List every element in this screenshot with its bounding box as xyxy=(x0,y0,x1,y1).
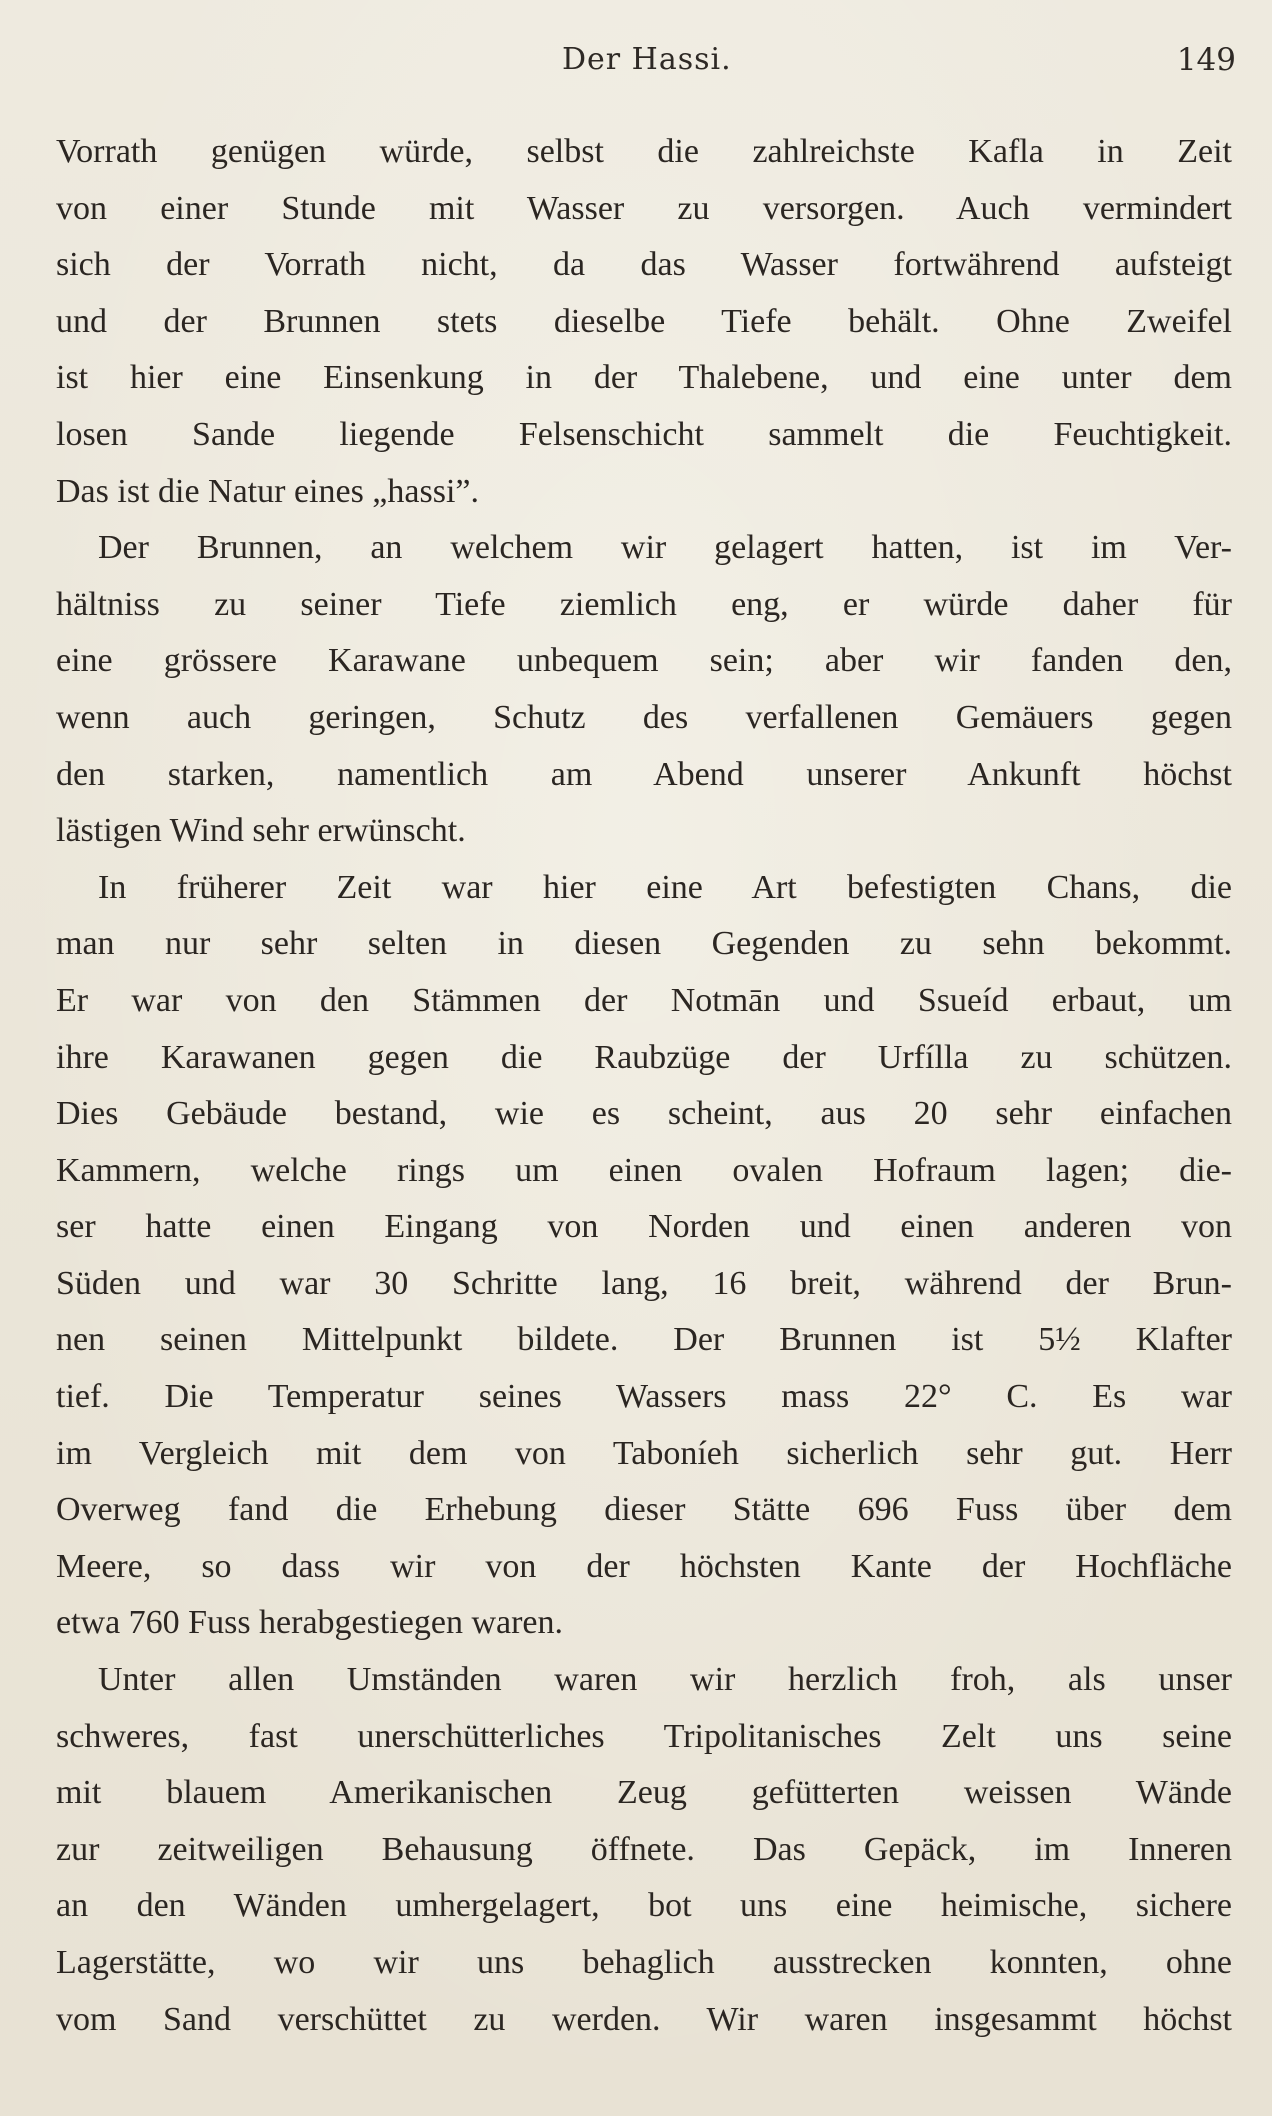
text-line: Overweg fand die Erhebung dieser Stätte 696 Fuss über dem xyxy=(56,1491,1232,1529)
text-line: Lagerstätte, wo wir uns behaglich ausstrecken konnten, ohne xyxy=(56,1944,1232,1981)
text-line: zur zeitweiligen Behausung öffnete. Das Gepäck, im Inneren xyxy=(56,1830,1232,1868)
text-line: ser hatte einen Eingang von Norden und einen anderen von xyxy=(56,1208,1232,1246)
text-line: ihre Karawanen gegen die Raubzüge der Urfílla zu schützen. xyxy=(56,1038,1232,1076)
text-line: nen seinen Mittelpunkt bildete. Der Brunnen ist 5½ Klafter xyxy=(56,1321,1232,1359)
text-line: im Vergleich mit dem von Taboníeh sicherlich sehr gut. Herr xyxy=(56,1434,1232,1472)
text-line: Unter allen Umständen waren wir herzlich froh, als unser xyxy=(98,1661,1232,1699)
text-line: man nur sehr selten in diesen Gegenden zu sehn bekommt. xyxy=(56,925,1232,963)
text-line: Das ist die Natur eines „hassi”. xyxy=(56,472,479,510)
text-line: ist hier eine Einsenkung in der Thalebene, und eine unter dem xyxy=(56,359,1232,397)
text-line: Kammern, welche rings um einen ovalen Hofraum lagen; die- xyxy=(56,1151,1232,1189)
body-text xyxy=(56,124,1232,2048)
text-line: tief. Die Temperatur seines Wassers mass 22° C. Es war xyxy=(56,1378,1232,1416)
text-line: Süden und war 30 Schritte lang, 16 breit, während der Brun- xyxy=(56,1264,1232,1302)
text-line: an den Wänden umhergelagert, bot uns eine heimische, sichere xyxy=(56,1887,1232,1925)
text-line: losen Sande liegende Felsenschicht sammelt die Feuchtigkeit. xyxy=(56,415,1232,453)
text-line: Er war von den Stämmen der Notmān und Ssueíd erbaut, um xyxy=(56,981,1232,1019)
text-line: und der Brunnen stets dieselbe Tiefe behält. Ohne Zweifel xyxy=(56,302,1232,340)
page-number: 149 xyxy=(1176,42,1236,78)
text-line: eine grössere Karawane unbequem sein; aber wir fanden den, xyxy=(56,642,1232,680)
text-line: Vorrath genügen würde, selbst die zahlreichste Kafla in Zeit xyxy=(56,133,1232,170)
running-head xyxy=(0,42,1272,92)
text-line: etwa 760 Fuss herabgestiegen waren. xyxy=(56,1604,564,1642)
text-line: den starken, namentlich am Abend unserer Ankunft höchst xyxy=(56,755,1232,793)
text-line: In früherer Zeit war hier eine Art befestigten Chans, die xyxy=(98,868,1232,906)
text-line: von einer Stunde mit Wasser zu versorgen. Auch vermindert xyxy=(56,189,1232,227)
text-line: hältniss zu seiner Tiefe ziemlich eng, er würde daher für xyxy=(56,585,1232,623)
text-line: mit blauem Amerikanischen Zeug gefütterten weissen Wände xyxy=(56,1774,1232,1812)
text-line: lästigen Wind sehr erwünscht. xyxy=(56,812,466,850)
text-line: Der Brunnen, an welchem wir gelagert hatten, ist im Ver- xyxy=(98,529,1232,567)
text-line: wenn auch geringen, Schutz des verfallenen Gemäuers gegen xyxy=(56,698,1232,736)
text-line: schweres, fast unerschütterliches Tripolitanisches Zelt uns seine xyxy=(56,1717,1232,1755)
text-line: sich der Vorrath nicht, da das Wasser fortwährend aufsteigt xyxy=(56,246,1232,284)
text-line: Dies Gebäude bestand, wie es scheint, aus 20 sehr einfachen xyxy=(56,1095,1232,1133)
text-line: Meere, so dass wir von der höchsten Kante der Hochfläche xyxy=(56,1547,1232,1585)
running-title: Der Hassi. xyxy=(562,42,732,77)
text-line: vom Sand verschüttet zu werden. Wir waren insgesammt höchst xyxy=(56,2000,1232,2038)
